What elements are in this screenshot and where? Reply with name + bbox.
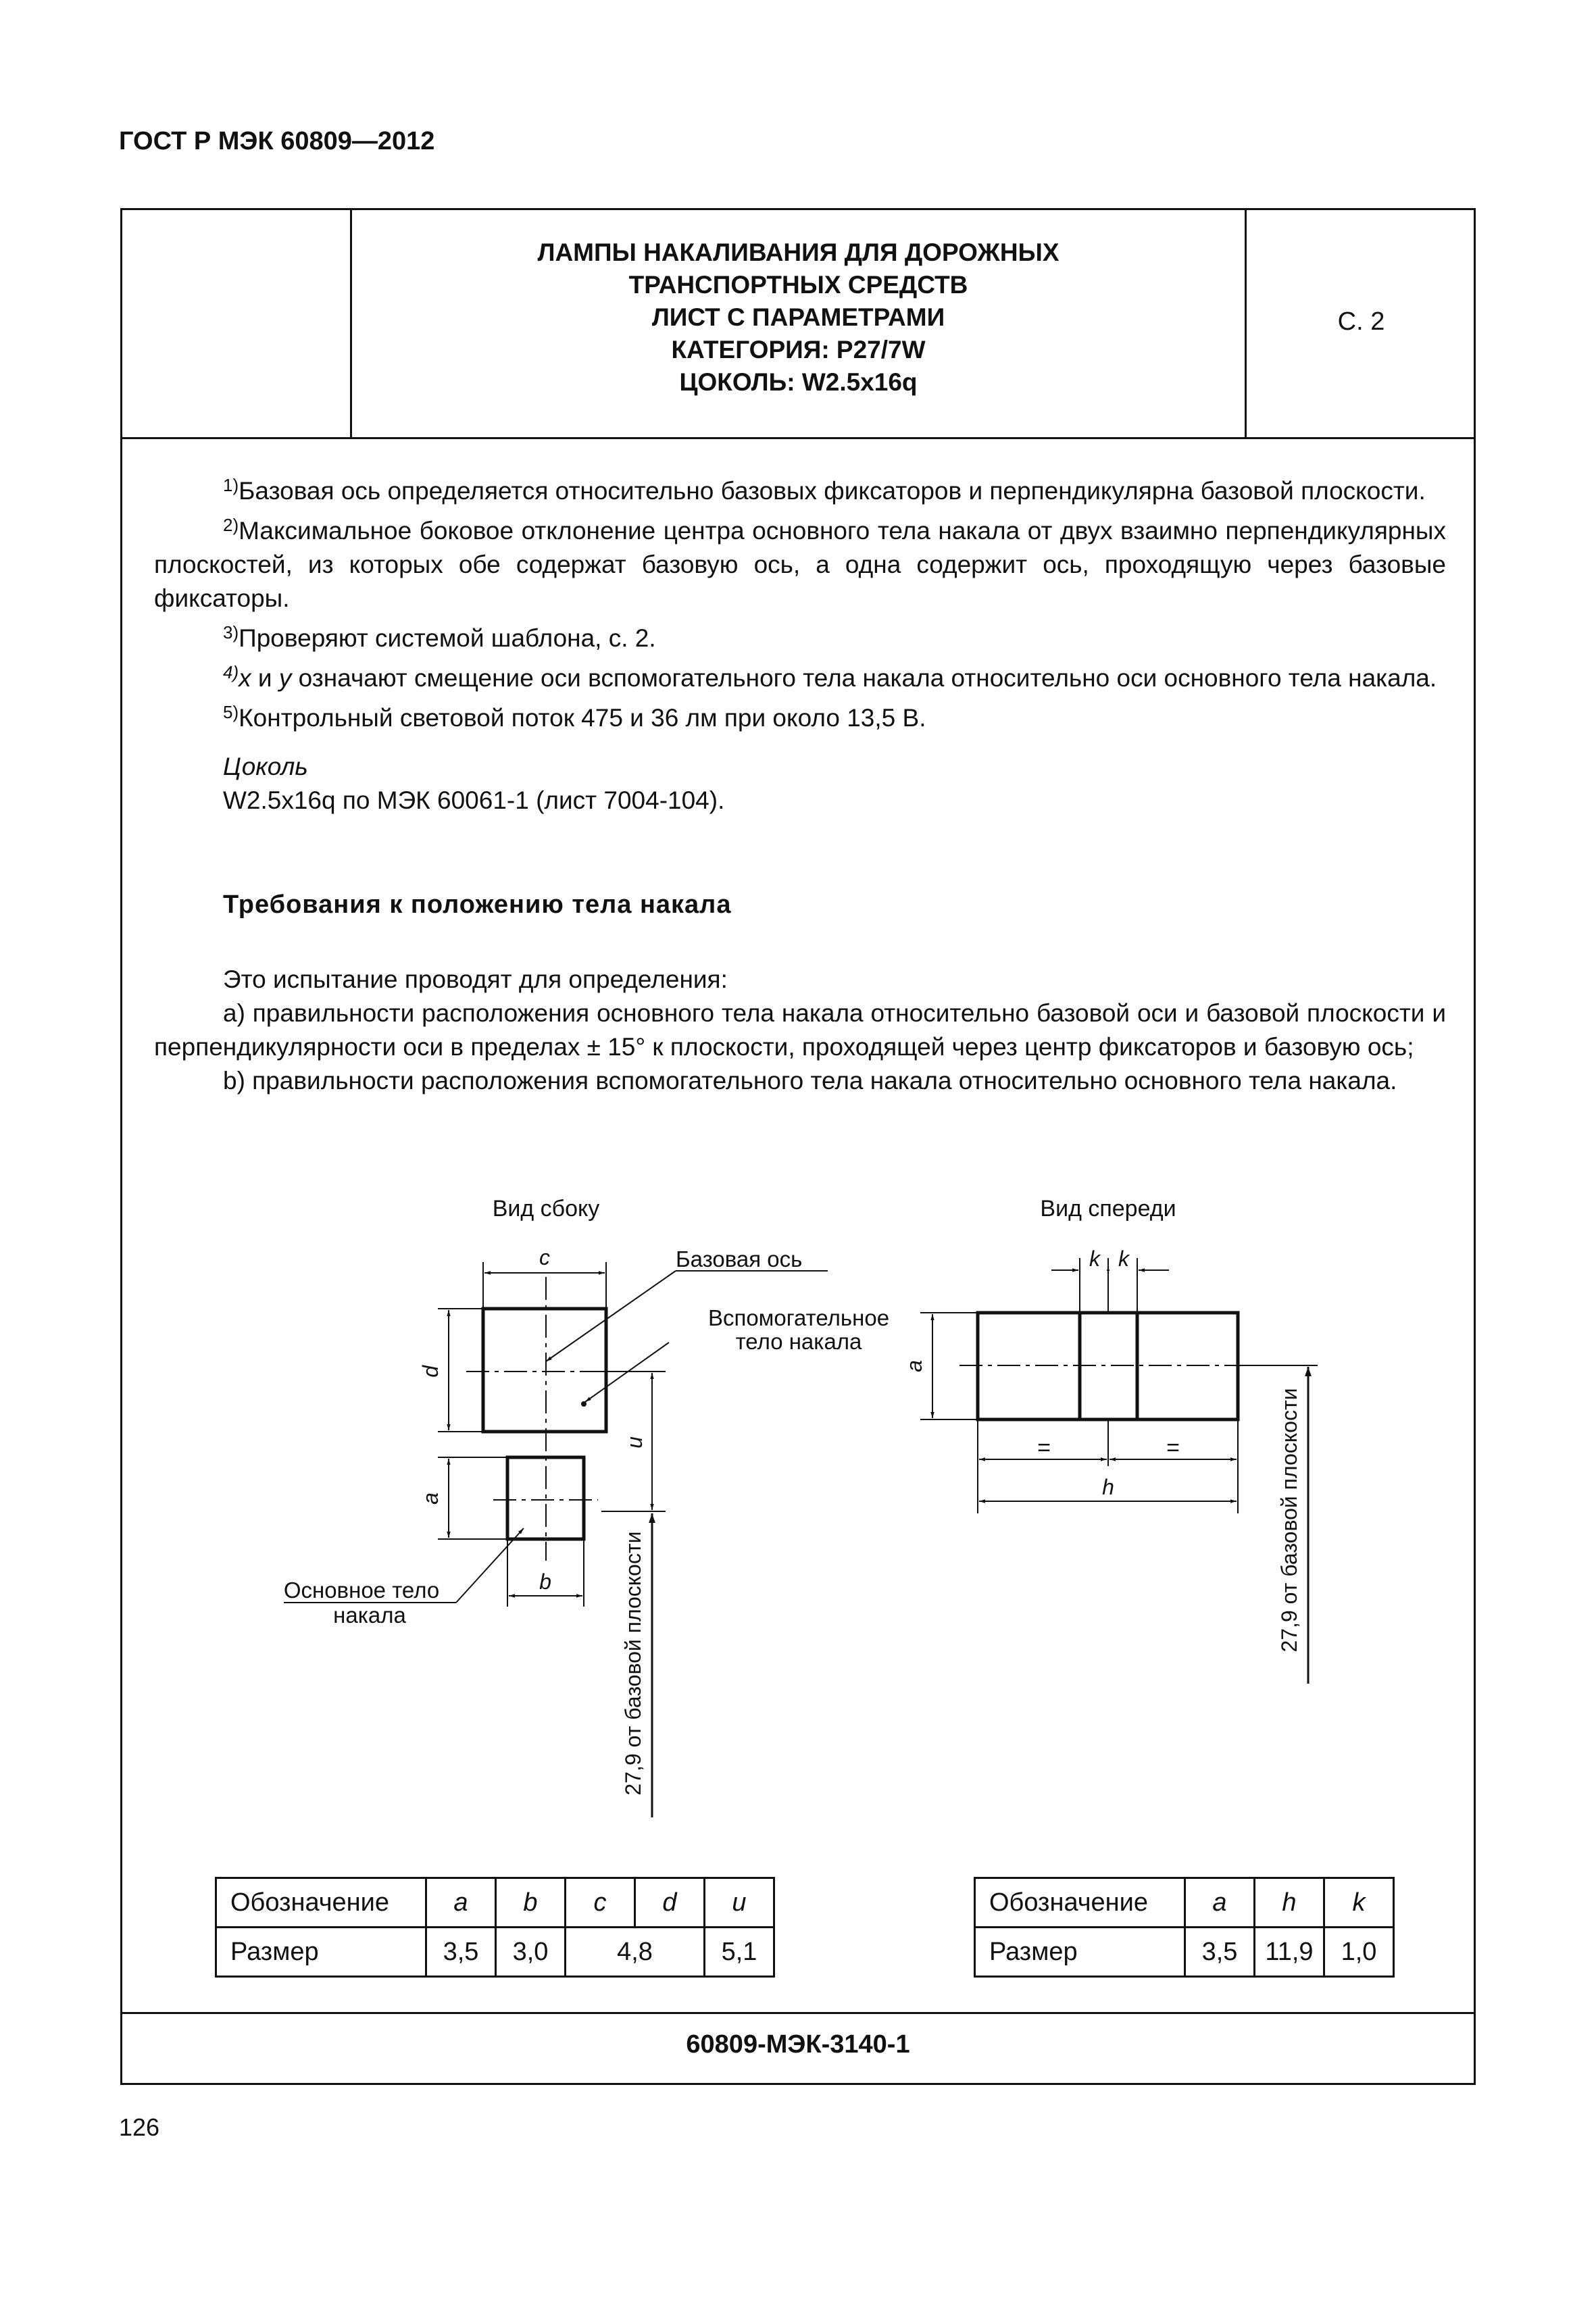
table-row: [216, 1878, 774, 1928]
table-cell: 5,1: [705, 1928, 774, 1977]
table-row: [975, 1878, 1394, 1928]
reference-plane-label: 27,9 от базовой плоскости: [621, 1531, 645, 1796]
main-filament-label-1: Основное тело: [283, 1578, 440, 1603]
auxiliary-filament-body: [483, 1309, 606, 1432]
title-line: КАТЕГОРИЯ: P27/7W: [671, 336, 926, 363]
equal-sign-left: =: [1037, 1435, 1051, 1461]
page-number: 126: [119, 2113, 160, 2141]
title-line: ТРАНСПОРТНЫХ СРЕДСТВ: [628, 271, 968, 299]
filament-position-drawings: [0, 1176, 1596, 1851]
main-filament-label-2: накала: [333, 1603, 406, 1628]
document-code: ГОСТ Р МЭК 60809—2012: [119, 127, 435, 155]
label-b: b: [539, 1569, 551, 1594]
front-view-title: Вид спереди: [1040, 1196, 1176, 1222]
header-divider: [120, 437, 1476, 439]
cap-heading: Цоколь: [223, 753, 308, 780]
table-header-cell: u: [705, 1878, 774, 1928]
page-reference: С. 2: [1337, 307, 1385, 336]
front-reference-plane-label: 27,9 от базовой плоскости: [1277, 1388, 1301, 1653]
base-axis-label: Базовая ось: [676, 1247, 803, 1272]
table-header-cell: h: [1255, 1878, 1324, 1928]
front-view: [902, 1196, 1318, 1684]
footnote-2: $^{2)}$Максимальное боковое отклонение центра основного тела накала от двух взаимно перпендикулярных плоскостей, из которых обе содержат базовую ось, а одна содержит ось, проходящую через базовые фиксаторы.: [154, 515, 1446, 612]
table-header-cell: a: [1185, 1878, 1255, 1928]
label-u: u: [622, 1436, 647, 1449]
table-cell: 11,9: [1255, 1928, 1324, 1977]
aux-filament-label-1: Вспомогательное: [707, 1305, 890, 1330]
requirements-intro: Это испытание проводят для определения:: [223, 965, 728, 993]
equal-sign-right: =: [1166, 1435, 1180, 1461]
base-axis-leader: [546, 1271, 676, 1361]
side-view-dimensions-table: [215, 1877, 775, 1978]
footnote-4: $^{4)}$x и y означают смещение оси вспомогательного тела накала относительно оси основного тела накала.: [223, 662, 1437, 692]
label-c: c: [539, 1245, 550, 1269]
footnote-3: $^{3)}$Проверяют системой шаблона, с. 2.: [223, 622, 656, 652]
requirements-text: [154, 963, 1446, 1098]
table-row: [975, 1928, 1394, 1977]
label-d: d: [418, 1365, 443, 1378]
table-cell: 3,5: [1185, 1928, 1255, 1977]
title-line: ЦОКОЛЬ: W2.5x16q: [679, 368, 918, 396]
table-row-label: Размер: [216, 1928, 426, 1977]
table-header-cell: Обозначение: [975, 1878, 1185, 1928]
label-h: h: [1102, 1475, 1114, 1499]
title-line: ЛИСТ С ПАРАМЕТРАМИ: [651, 303, 945, 331]
table-header-cell: d: [635, 1878, 705, 1928]
label-a-front: a: [902, 1360, 926, 1372]
table-header-cell: c: [566, 1878, 635, 1928]
sheet-code: 60809-МЭК-3140-1: [686, 2030, 910, 2059]
table-header-cell: k: [1324, 1878, 1394, 1928]
label-k-left: k: [1089, 1247, 1100, 1271]
aux-filament-label-2: тело накала: [735, 1329, 862, 1354]
requirements-item-a: а) правильности расположения основного тела накала относительно базовой оси и базовой плоскости и перпендикулярности оси в пределах ± 15° к плоскости, проходящей через центр фиксаторов и базовую ось;: [154, 999, 1446, 1061]
label-a: a: [418, 1492, 443, 1505]
side-view-title: Вид сбоку: [492, 1196, 600, 1222]
table-header-cell: a: [426, 1878, 496, 1928]
table-cell: 4,8: [566, 1928, 705, 1977]
cap-text: W2.5x16q по МЭК 60061-1 (лист 7004-104).: [223, 786, 725, 814]
table-row: [216, 1928, 774, 1977]
footer-divider: [120, 2012, 1476, 2014]
footnotes: [154, 468, 1446, 818]
front-view-dimensions-table: [974, 1877, 1395, 1978]
table-header-cell: Обозначение: [216, 1878, 426, 1928]
footnote-1: $^{1)}$Базовая ось определяется относительно базовых фиксаторов и перпендикулярна базовой плоскости.: [223, 475, 1426, 505]
table-cell: 1,0: [1324, 1928, 1394, 1977]
footnote-5: $^{5)}$Контрольный световой поток 475 и 36 лм при около 13,5 В.: [223, 702, 926, 732]
label-k-right: k: [1118, 1247, 1129, 1271]
table-header-cell: b: [496, 1878, 566, 1928]
requirements-item-b: b) правильности расположения вспомогательного тела накала относительно основного тела накала.: [223, 1067, 1397, 1095]
table-cell: 3,5: [426, 1928, 496, 1977]
side-view: [284, 1196, 889, 1817]
requirements-heading: Требования к положению тела накала: [223, 890, 732, 919]
table-cell: 3,0: [496, 1928, 566, 1977]
title-line: ЛАМПЫ НАКАЛИВАНИЯ ДЛЯ ДОРОЖНЫХ: [537, 238, 1059, 266]
table-row-label: Размер: [975, 1928, 1185, 1977]
sheet-title: [352, 236, 1245, 399]
